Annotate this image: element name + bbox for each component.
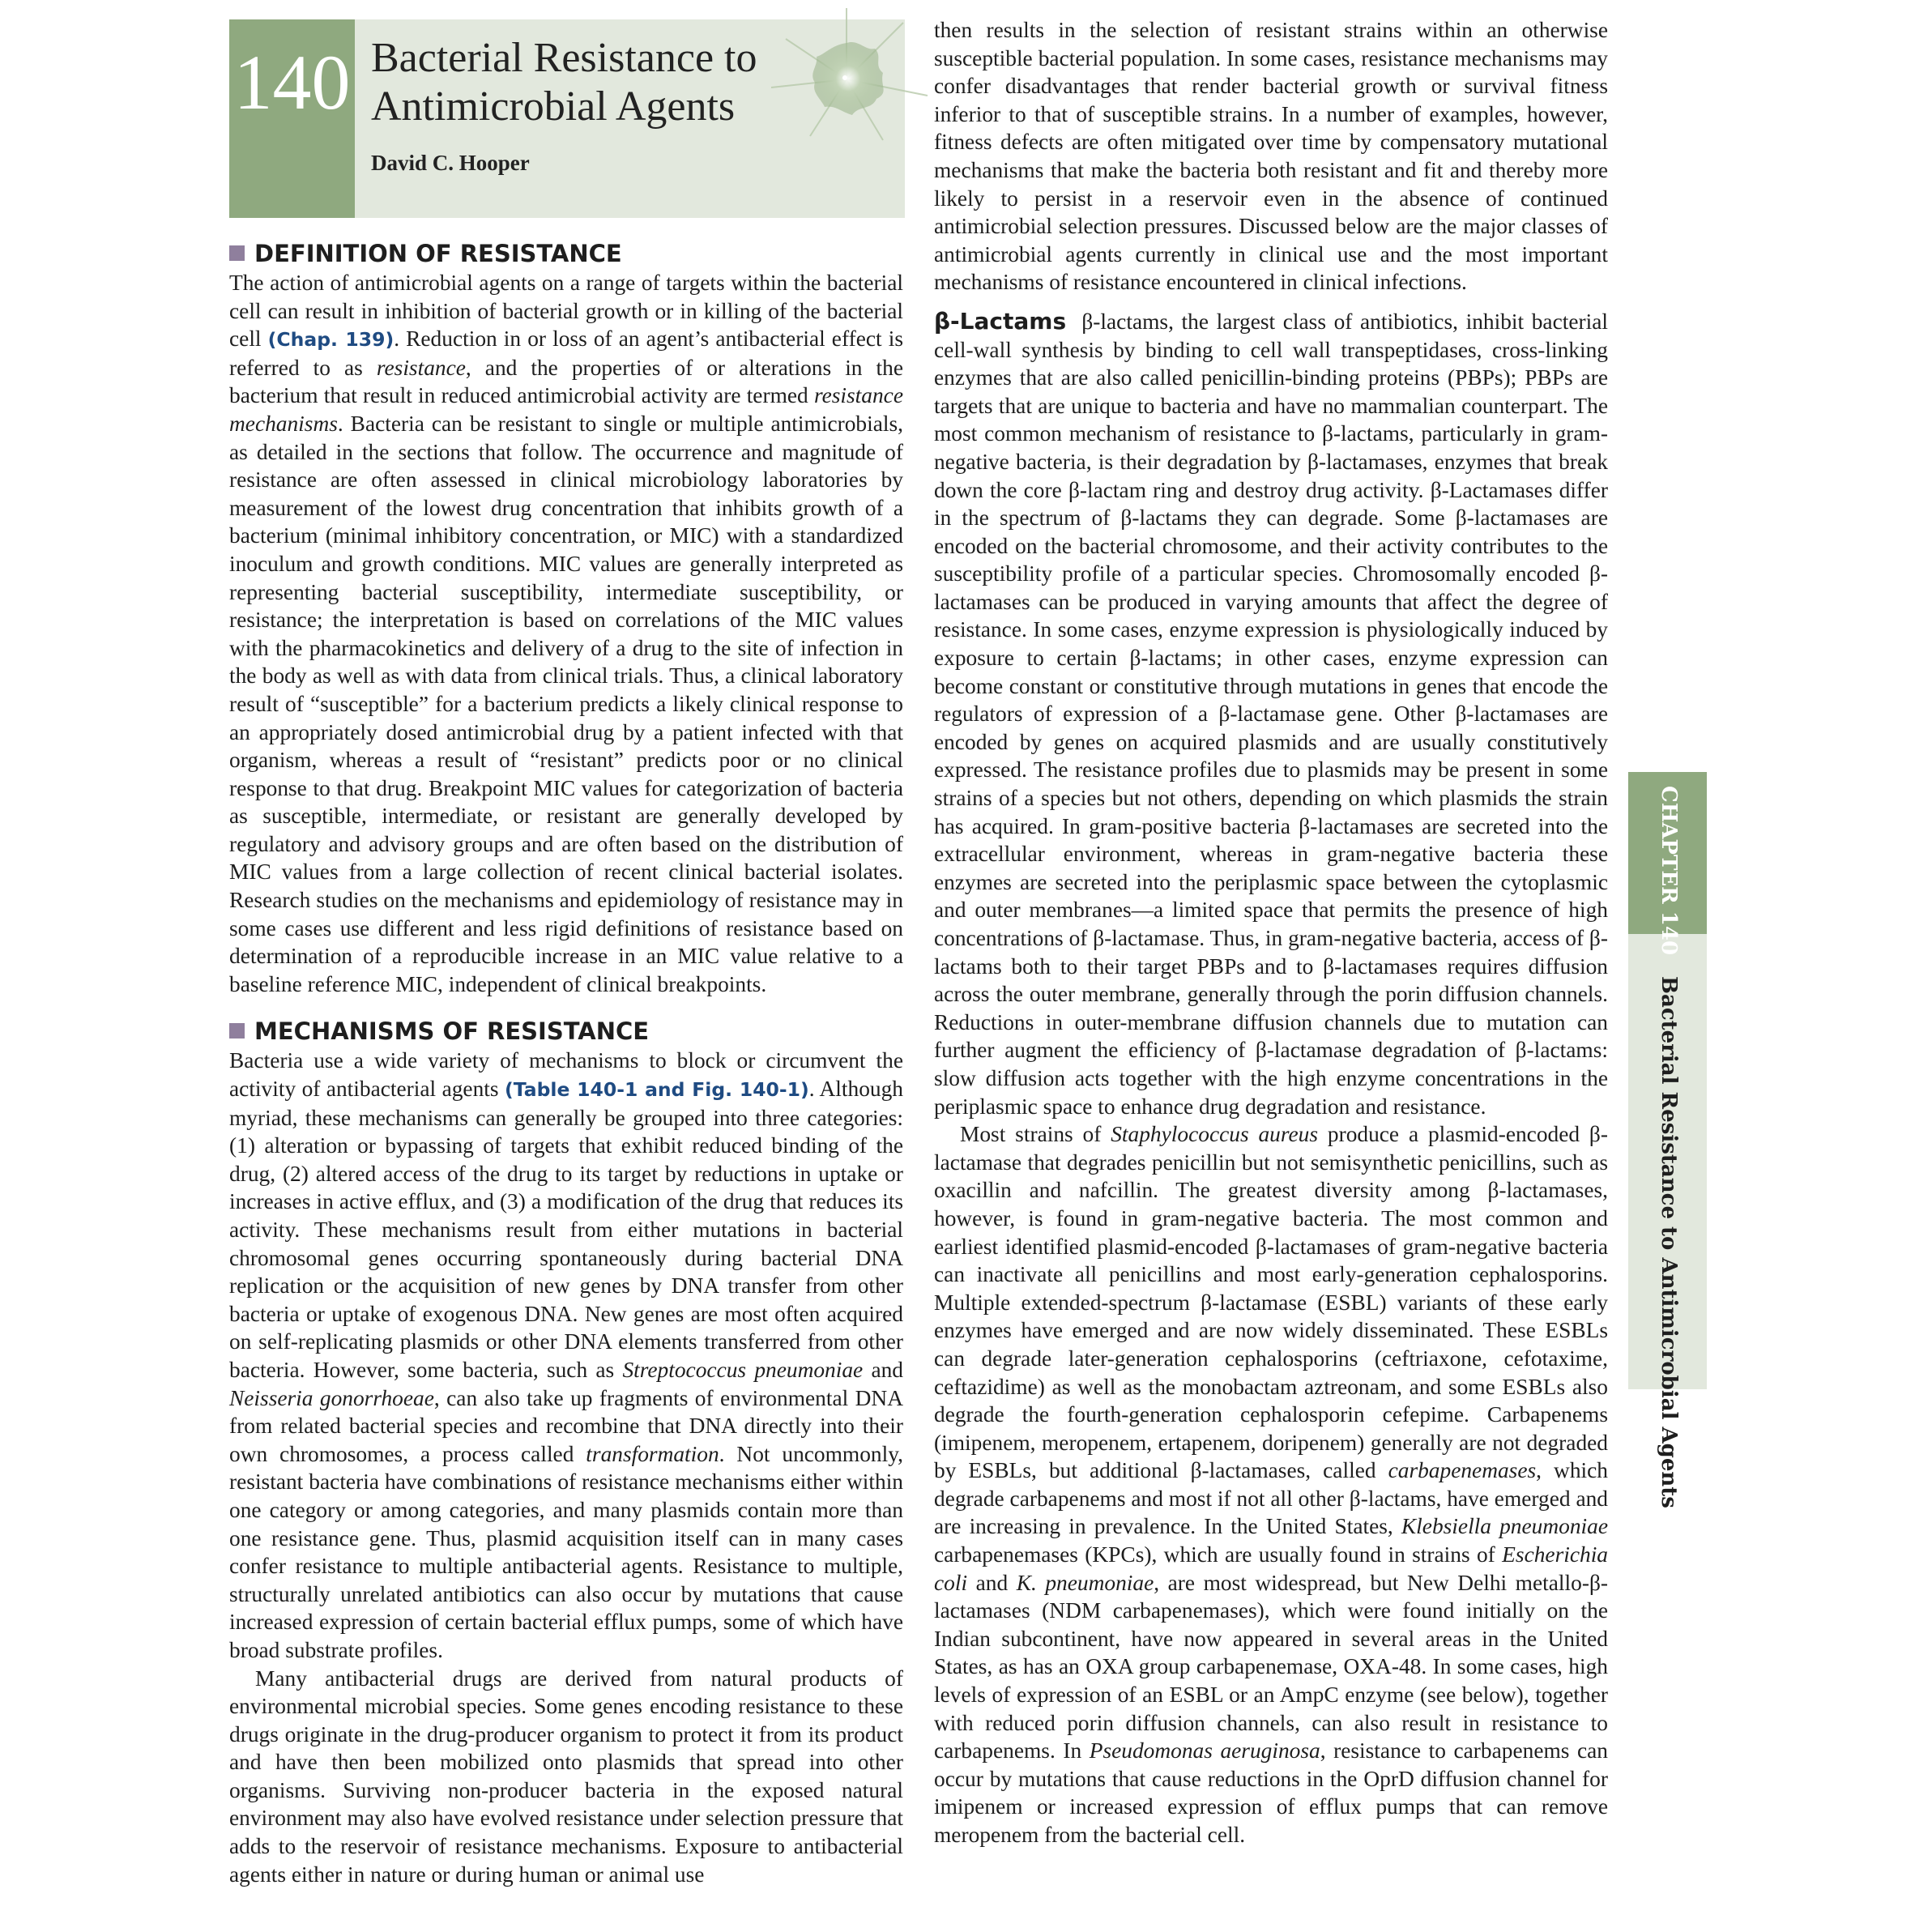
paragraph: The action of antimicrobial agents on a range of targets within the bacterial cell can result in inhibition of bacterial growth or in killing of the bacterial cell (Chap. 139). Reduction in or loss of an agent’s antibacterial effect is referred to as resistance, and the properties of or alterations in the bacterium that result in reduced antimicrobial activity are termed resistance mechanisms. Bacteria can be resistant to single or multiple antimicrobials, as detailed in the sections that follow. The occurrence and magnitude of resistance are often assessed in clinical microbiology laboratories by measurement of the lowest drug concentration that inhibits growth of a bacterium (minimal inhibitory concentration, or MIC) with a standardized inoculum and growth conditions. MIC values are generally interpreted as representing bacterial susceptibility, intermediate susceptibility, or resistance; the interpretation is based on correlations of the MIC values with the pharmacokinetics and delivery of a drug to the site of infection in the body as well as with data from clinical trials. Thus, a clinical laboratory result of “susceptible” for a bacterium predicts a likely clinical response to an appropriately dosed antimicrobial drug by a patient infected with that organism, whereas a result of “resistant” predicts poor or no clinical response to that drug. Breakpoint MIC values for categorization of bacteria as susceptible, intermediate, or resistant are generally developed by regulatory and advisory groups and are often based on the distribution of MIC values from a large collection of recent clinical bacterial isolates. Research studies on the mechanisms and epidemiology of resistance may in some cases use different and less rigid definitions of resistance based on determination of a reproducible increase in an MIC value relative to a baseline reference MIC, independent of clinical breakpoints. <box>229 271 903 996</box>
paragraph: Most strains of Staphylococcus aureus produce a plasmid-encoded β-lactamase that degrades penicillin but not semisynthetic penicillins, such as oxacillin and nafcillin. The greatest diversity among β-lactamases, however, is found in gram-negative bacteria. The most common and earliest identified plasmid-encoded β-lactamases of gram-negative bacteria can inactivate all penicillins and most early-generation cephalosporins. Multiple extended-spectrum β-lactamase (ESBL) variants of these early enzymes have emerged and are now widely disseminated. These ESBLs can degrade later-generation cephalosporins (ceftriaxone, cefotaxime, ceftazidime) as well as the monobactam aztreonam, and some ESBLs also degrade the fourth-generation cephalosporin cefepime. Carbapenems (imipenem, meropenem, ertapenem, doripenem) generally are not degraded by ESBLs, but additional β-lactamases, called carbapenemases, which degrade carbapenems and most if not all other β-lactams, have emerged and are increasing in prevalence. In the United States, Klebsiella pneumoniae carbapenemases (KPCs), which are usually found in strains of Escherichia coli and K. pneumoniae, are most widespread, but New Delhi metallo-β-lactamases (NDM carbapenemases), which were found initially on the Indian subcontinent, have now appeared in several areas in the United States, as has an OXA group carbapenemase, OXA-48. In some cases, high levels of expression of an ESBL or an AmpC enzyme (see below), together with reduced porin diffusion channels, can also result in resistance to carbapenems. In Pseudomonas aeruginosa, resistance to carbapenems can occur by mutations that cause reductions in the OprD diffusion channel for imipenem or increased expression of efflux pumps that can remove meropenem from the bacterial cell. <box>934 1122 1609 1847</box>
chapter-reference-link[interactable]: (Chap. 139) <box>267 328 395 352</box>
right-column <box>934 16 1608 1849</box>
paragraph: Bacteria use a wide variety of mechanisms to block or circumvent the activity of antibacterial agents (Table 140-1 and Fig. 140-1). Although myriad, these mechanisms can generally be grouped into three categories: (1) alteration or bypassing of targets that exhibit reduced binding of the drug, (2) altered access of the drug to its target by reductions in uptake or increases in active efflux, and (3) a modification of the drug that reduces its activity. These mechanisms result from either mutations in bacterial chromosomal genes occurring spontaneously during bacterial DNA replication or the acquisition of new genes by DNA transfer from other bacteria or uptake of exogenous DNA. New genes are most often acquired on self-replicating plasmids or other DNA elements transferred from other bacteria. However, some bacteria, such as Streptococcus pneumoniae and Neisseria gonorrhoeae, can also take up fragments of environmental DNA from related bacterial species and recombine that DNA directly into their own chromosomes, a process called transformation. Not uncommonly, resistant bacteria have combinations of resistance mechanisms either within one category or among categories, and many plasmids contain more than one resistance gene. Thus, plasmid acquisition itself can in many cases confer resistance to multiple antibacterial agents. Resistance to multiple, structurally unrelated antibiotics can also occur by mutations that cause increased expression of certain bacterial efflux pumps, some of which have broad substrate profiles. <box>229 1048 903 1662</box>
section-heading-definition: DEFINITION OF RESISTANCE <box>229 238 903 269</box>
section-square-icon <box>229 245 245 261</box>
chapter-author: David C. Hooper <box>371 151 530 175</box>
side-tab-title-label: Bacterial Resistance to Antimicrobial Agents <box>1657 976 1681 1509</box>
paragraph: β-Lactams β-lactams, the largest class of antibiotics, inhibit bacterial cell-wall synthesis by binding to cell wall transpeptidases, cross-linking enzymes that are also called penicillin-binding proteins (PBPs); PBPs are targets that are unique to bacteria and have no mammalian counterpart. The most common mechanism of resistance to β-lactams, particularly in gram-negative bacteria, is their degradation by β-lactamases, enzymes that break down the core β-lactam ring and destroy drug activity. β-Lactamases differ in the spectrum of β-lactams they can degrade. Some β-lactamases are encoded on the bacterial chromosome, and their activity contributes to the susceptibility profile of a particular species. Chromosomally encoded β-lactamases can be produced in varying amounts that affect the degree of resistance. In some cases, enzyme expression is physiologically induced by exposure to certain β-lactams; in other cases, enzyme expression can become constant or constitutive through mutations in genes that encode the regulators of expression of a β-lactamase gene. Other β-lactamases are encoded by genes on acquired plasmids and are usually constitutively expressed. The resistance profiles due to plasmids may be present in some strains of a species but not others, depending on which plasmids the strain has acquired. In gram-positive bacteria β-lactamases are secreted into the extracellular environment, whereas in gram-negative bacteria these enzymes are secreted into the periplasmic space between the cytoplasmic and outer membranes—a limited space that permits the presence of high concentrations of β-lactamase. Thus, in gram-negative bacteria, access of β-lactams both to their target PBPs and to β-lactamases requires diffusion across the outer membrane, generally through the porin diffusion channels. Reductions in outer-membrane diffusion channels due to mutation can further augment the efficiency of β-lactamase degradation of β-lactams: slow diffusion acts together with the high enzyme concentrations in the periplasmic space to enhance drug degradation and resistance. <box>934 307 1608 1119</box>
side-tab-text <box>1657 786 1681 1508</box>
paragraph: Many antibacterial drugs are derived from natural products of environmental microbial species. Some genes encoding resistance to these drugs originate in the drug-producer organism to protect it from its product and have then been mobilized onto plasmids that spread into other organisms. Surviving non-producer bacteria in the exposed natural environment may also have evolved resistance under selection pressure that adds to the reservoir of resistance mechanisms. Exposure to antibacterial agents either in nature or during human or animal use <box>229 1665 903 1887</box>
chapter-title: Bacterial Resistance to Antimicrobial Agents <box>371 35 757 130</box>
chapter-number: 140 <box>233 39 351 126</box>
section-heading-mechanisms: MECHANISMS OF RESISTANCE <box>229 1016 903 1047</box>
table-figure-reference-link[interactable]: (Table 140-1 and Fig. 140-1) <box>504 1078 809 1102</box>
bacterium-splat-icon <box>761 6 932 144</box>
subsection-heading-beta-lactams: β-Lactams <box>934 307 1067 335</box>
side-tab-chapter-label: CHAPTER 140 <box>1657 786 1681 956</box>
chapter-number-box <box>229 19 355 218</box>
section-square-icon <box>229 1023 245 1039</box>
left-column <box>229 238 903 1888</box>
paragraph: then results in the selection of resistant strains within an otherwise susceptible bacterial population. In some cases, resistance mechanisms may confer disadvantages that render bacterial growth or survival fitness inferior to that of susceptible strains. In a number of examples, however, fitness defects are often mitigated over time by compensatory mutational mechanisms that make the bacteria both resistant and fit and thereby more likely to persist in a reservoir even in the absence of continued antimicrobial selection pressures. Discussed below are the major classes of antimicrobial agents currently in clinical use and the most important mechanisms of resistance encountered in clinical infections. <box>934 18 1608 295</box>
